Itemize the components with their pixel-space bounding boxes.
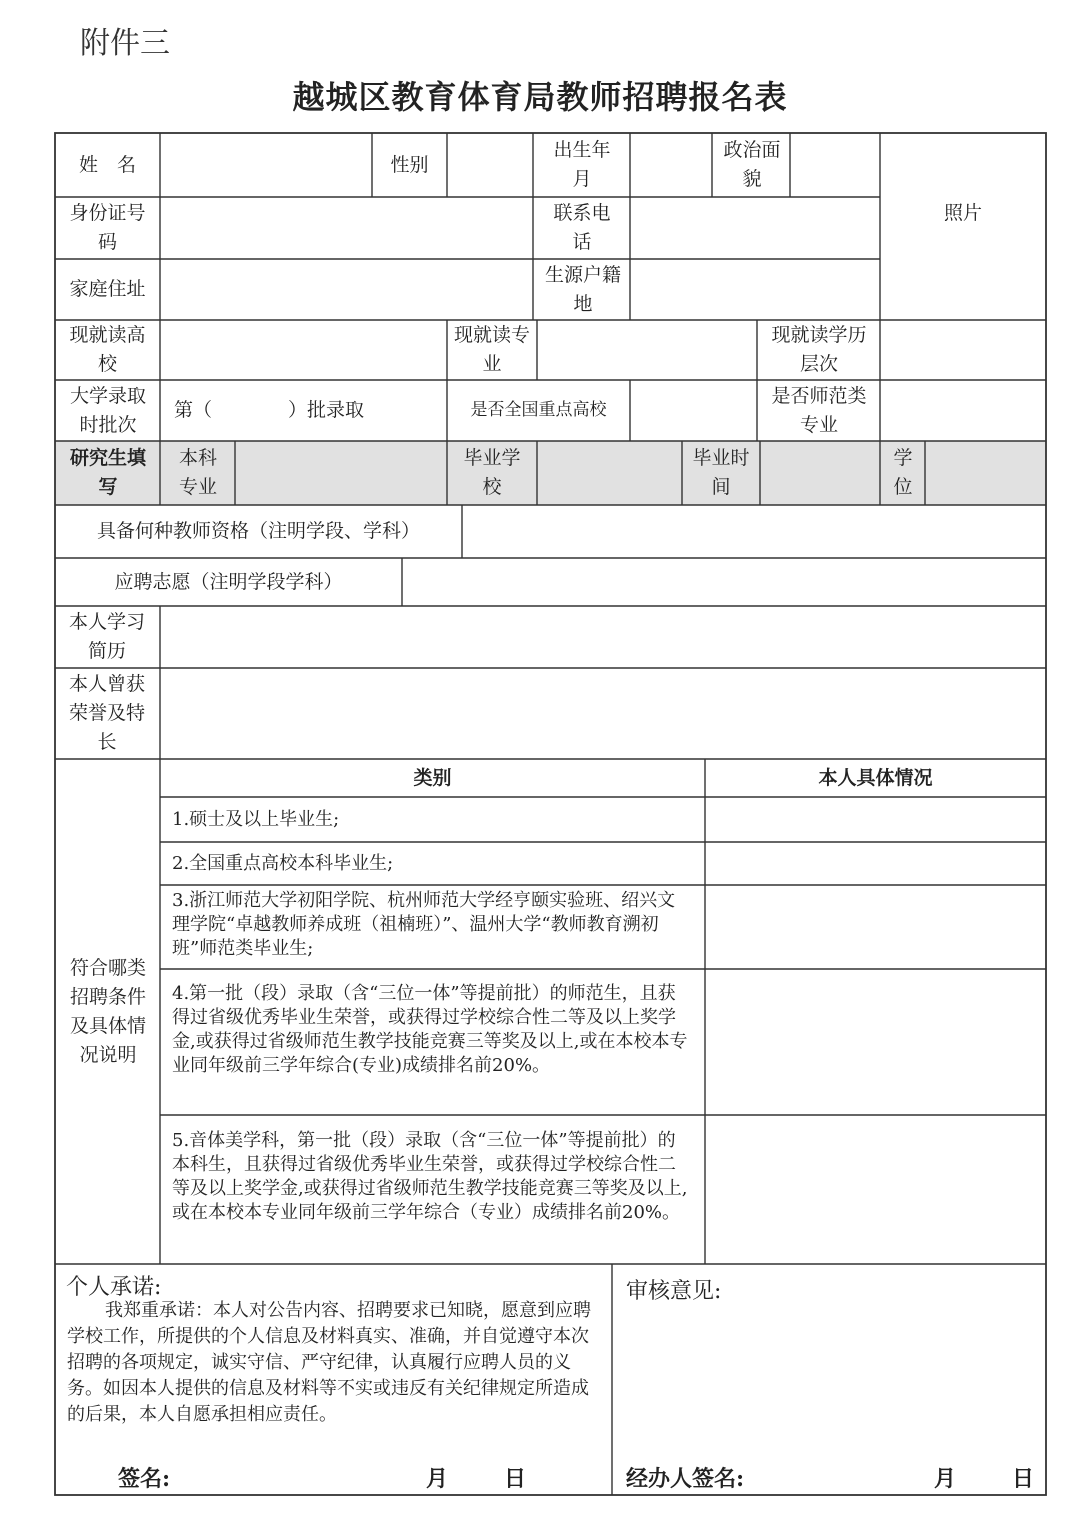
origin-field[interactable] — [630, 259, 880, 320]
id-number-field[interactable] — [160, 197, 533, 259]
current-school-field[interactable] — [160, 320, 447, 380]
gender-field[interactable] — [447, 133, 533, 197]
detail-header: 本人具体情况 — [818, 766, 933, 789]
category-header: 类别 — [413, 766, 452, 789]
key-university-field[interactable] — [630, 380, 757, 441]
condition-item-5: 5.音体美学科，第一批（段）录取（含“三位一体”等提前批）的本科生，且获得过省级优秀毕业生荣誉，或获得过学校综合性二等及以上奖学金,或获得过省级师范生教学技能竞赛三等奖及以上,或在本校本专业同年级前三学年综合（专业）成绩排名前20%。 — [172, 1130, 688, 1223]
review-month: 月 — [934, 1466, 957, 1492]
conditions-label: 符合哪类招聘条件及具体情况说明 — [70, 956, 147, 1066]
teacher-cert-field[interactable] — [462, 505, 1046, 558]
application-label: 应聘志愿（注明学段学科） — [114, 570, 343, 593]
admission-batch-label: 大学录取时批次 — [69, 384, 146, 436]
gender-label: 性别 — [390, 153, 429, 176]
key-university-label: 是否全国重点高校 — [470, 400, 607, 420]
form-title: 越城区教育体育局教师招聘报名表 — [292, 78, 788, 116]
pledge-title: 个人承诺: — [66, 1275, 162, 1300]
condition-detail-1[interactable] — [705, 797, 1046, 842]
phone-label: 联系电话 — [553, 202, 611, 253]
political-field[interactable] — [790, 133, 880, 197]
current-major-label: 现就读专业 — [454, 324, 531, 375]
undergrad-major-label: 本科专业 — [178, 447, 217, 498]
condition-detail-3[interactable] — [705, 885, 1046, 969]
name-field[interactable] — [160, 133, 372, 197]
grad-time-label: 毕业时间 — [692, 447, 750, 498]
review-signature-label: 经办人签名: — [626, 1466, 745, 1492]
resume-field[interactable] — [160, 606, 1046, 668]
normal-major-field[interactable] — [880, 380, 1046, 441]
birth-label: 出生年月 — [553, 139, 611, 190]
pledge-month: 月 — [426, 1466, 449, 1492]
id-number-label: 身份证号码 — [69, 202, 146, 253]
condition-detail-4[interactable] — [705, 969, 1046, 1115]
application-field[interactable] — [402, 558, 1046, 606]
condition-item-4: 4.第一批（段）录取（含“三位一体”等提前批）的师范生，且获得过省级优秀毕业生荣誉，或获得过学校综合性二等及以上奖学金,或获得过省级师范生教学技能竞赛三等奖及以上,或在本校本专业同年级前三学年综合(专业)成绩排名前20%。 — [172, 983, 688, 1076]
condition-item-3: 3.浙江师范大学初阳学院、杭州师范大学经亨颐实验班、绍兴文理学院“卓越教师养成班（祖楠班）”、温州大学“教师教育溯初班”师范类毕业生; — [172, 890, 676, 959]
admission-batch-field[interactable]: 第（ ）批录取 — [174, 399, 365, 421]
attachment-label: 附件三 — [80, 26, 170, 61]
birth-field[interactable] — [630, 133, 712, 197]
pledge-day: 日 — [504, 1466, 527, 1492]
resume-label: 本人学习简历 — [68, 611, 145, 662]
political-label: 政治面貌 — [723, 139, 781, 190]
condition-detail-5[interactable] — [705, 1115, 1046, 1264]
name-label: 姓 名 — [78, 153, 136, 176]
pledge-text: 我郑重承诺：本人对公告内容、招聘要求已知晓，愿意到应聘学校工作，所提供的个人信息及材料真实、准确，并自觉遵守本次招聘的各项规定，诚实守信、严守纪律，认真履行应聘人员的义务。如因本人提供的信息及材料等不实或违反有关纪律规定所造成的后果，本人自愿承担相应责任。 — [67, 1300, 591, 1425]
normal-major-label: 是否师范类专业 — [771, 384, 867, 436]
condition-item-2: 2.全国重点高校本科毕业生; — [172, 853, 394, 874]
condition-item-1: 1.硕士及以上毕业生; — [172, 809, 340, 830]
origin-label: 生源户籍地 — [545, 263, 622, 315]
honors-field[interactable] — [160, 668, 1046, 759]
phone-field[interactable] — [630, 197, 880, 259]
photo-box[interactable]: 照片 — [943, 201, 982, 224]
honors-label: 本人曾获荣誉及特长 — [68, 673, 145, 753]
undergrad-major-field[interactable] — [235, 441, 447, 505]
grad-time-field[interactable] — [760, 441, 880, 505]
pledge-signature-label: 签名: — [118, 1466, 171, 1492]
degree-field[interactable] — [925, 441, 1046, 505]
grad-school-label: 毕业学校 — [463, 447, 521, 498]
grad-school-field[interactable] — [537, 441, 682, 505]
review-title: 审核意见: — [626, 1279, 722, 1304]
address-label: 家庭住址 — [69, 278, 146, 300]
pledge-signature-field[interactable] — [190, 1458, 410, 1492]
address-field[interactable] — [160, 259, 533, 320]
current-school-label: 现就读高校 — [69, 324, 146, 375]
review-opinion-field[interactable] — [612, 1310, 1046, 1450]
degree-label: 学位 — [893, 447, 913, 498]
review-day: 日 — [1012, 1466, 1035, 1492]
postgrad-label: 研究生填写 — [69, 447, 146, 498]
current-major-field[interactable] — [537, 320, 757, 380]
teacher-cert-label: 具备何种教师资格（注明学段、学科） — [96, 520, 420, 542]
condition-detail-2[interactable] — [705, 842, 1046, 885]
current-level-field[interactable] — [880, 320, 1046, 380]
current-level-label: 现就读学历层次 — [771, 324, 867, 375]
